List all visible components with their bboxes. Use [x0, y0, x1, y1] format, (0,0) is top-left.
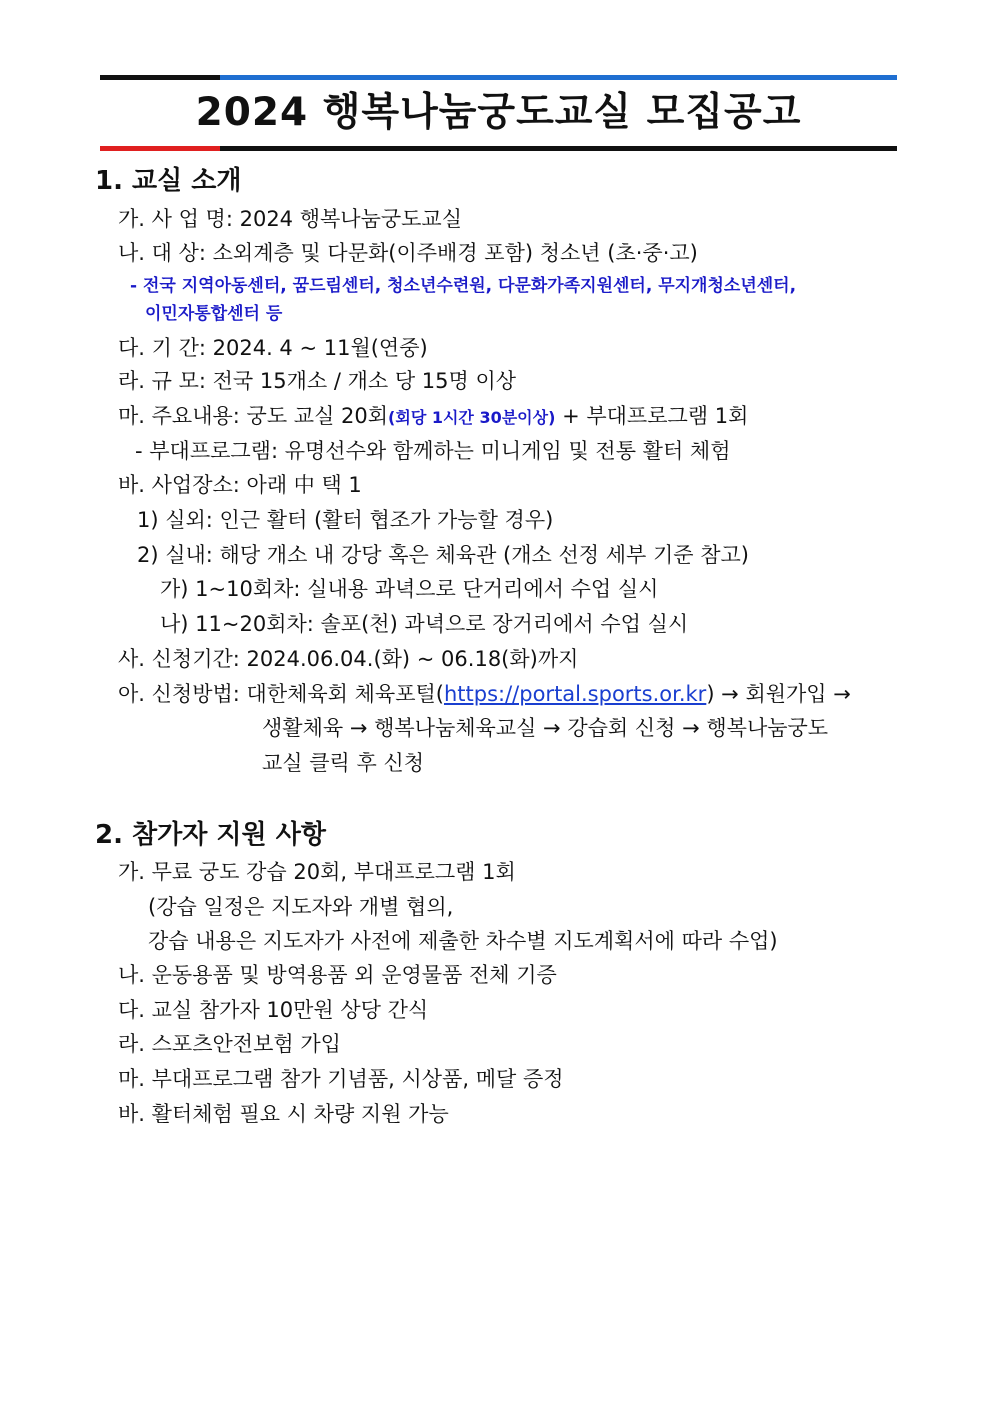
apply-method-tail: ) → 회원가입 →	[706, 682, 851, 706]
content-extra: + 부대프로그램 1회	[555, 404, 749, 428]
content-sub-line: - 부대프로그램: 유명선수와 함께하는 미니게임 및 전통 활터 체험	[135, 439, 731, 463]
page-title: 2024 행복나눔궁도교실 모집공고	[195, 90, 802, 135]
scale-line: 라. 규 모: 전국 15개소 / 개소 당 15명 이상	[118, 369, 517, 393]
apply-method-cont: 생활체육 → 행복나눔체육교실 → 강습회 신청 → 행복나눔궁도	[262, 716, 829, 740]
support-item: 가. 무료 궁도 강습 20회, 부대프로그램 1회	[118, 860, 516, 884]
content-line	[118, 401, 748, 433]
project-name: 가. 사 업 명: 2024 행복나눔궁도교실	[118, 207, 463, 231]
apply-period-line: 사. 신청기간: 2024.06.04.(화) ~ 06.18(화)까지	[118, 647, 579, 671]
apply-method-text: 아. 신청방법: 대한체육회 체육포털(	[118, 682, 444, 706]
content-main: 마. 주요내용: 궁도 교실 20회	[118, 404, 389, 428]
support-item: 라. 스포츠안전보험 가입	[118, 1032, 341, 1056]
title-top-rule	[100, 75, 897, 80]
support-item-note: (강습 일정은 지도자와 개별 협의,	[148, 895, 454, 919]
content-session-note: (회당 1시간 30분이상)	[388, 408, 556, 427]
venue-indoor-b: 나) 11~20회차: 솔포(천) 과녁으로 장거리에서 수업 실시	[160, 612, 689, 636]
title-bottom-rule	[100, 146, 897, 151]
target-note: - 전국 지역아동센터, 꿈드림센터, 청소년수련원, 다문화가족지원센터, 무지개청소년센터,	[130, 276, 797, 296]
portal-link[interactable]: https://portal.sports.or.kr	[443, 682, 707, 706]
venue-line: 바. 사업장소: 아래 中 택 1	[118, 473, 362, 497]
support-item: 나. 운동용품 및 방역용품 외 운영물품 전체 기증	[118, 963, 557, 987]
target-note-cont: 이민자통합센터 등	[145, 304, 283, 324]
support-item: 마. 부대프로그램 참가 기념품, 시상품, 메달 증정	[118, 1067, 564, 1091]
apply-method-cont2: 교실 클릭 후 신청	[262, 751, 425, 775]
section-heading: 2. 참가자 지원 사항	[95, 820, 326, 850]
period-line: 다. 기 간: 2024. 4 ~ 11월(연중)	[118, 336, 428, 360]
venue-indoor: 2) 실내: 해당 개소 내 강당 혹은 체육관 (개소 선정 세부 기준 참고)	[137, 543, 749, 567]
target-line: 나. 대 상: 소외계층 및 다문화(이주배경 포함) 청소년 (초·중·고)	[118, 241, 698, 265]
apply-method-line	[118, 679, 851, 709]
support-item: 바. 활터체험 필요 시 차량 지원 가능	[118, 1102, 449, 1126]
section-heading: 1. 교실 소개	[95, 166, 242, 196]
venue-indoor-a: 가) 1~10회차: 실내용 과녁으로 단거리에서 수업 실시	[160, 577, 659, 601]
venue-outdoor: 1) 실외: 인근 활터 (활터 협조가 가능할 경우)	[137, 508, 554, 532]
support-item: 다. 교실 참가자 10만원 상당 간식	[118, 998, 429, 1022]
support-item-note: 강습 내용은 지도자가 사전에 제출한 차수별 지도계획서에 따라 수업)	[148, 929, 778, 953]
